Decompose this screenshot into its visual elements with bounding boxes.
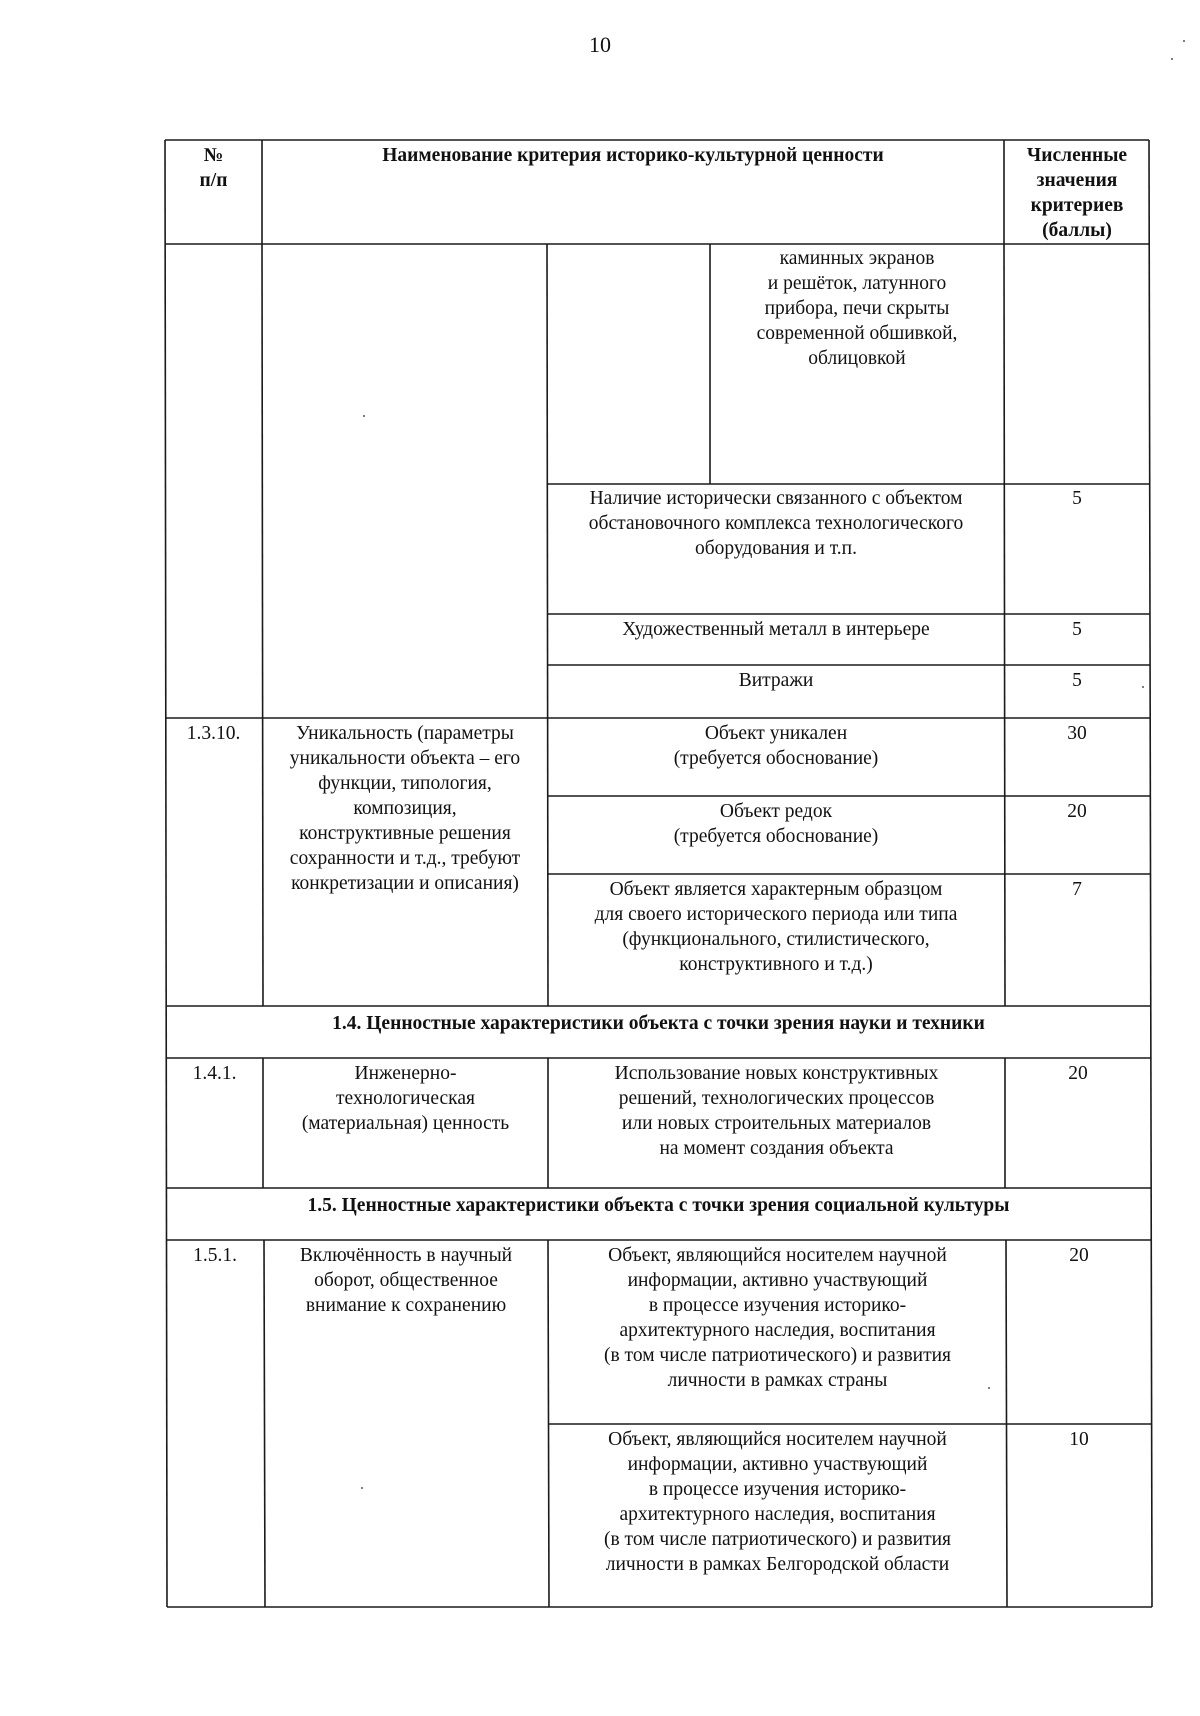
row-1-3-10-option-2-score: 20 (1067, 801, 1087, 822)
row-1-5-1-option-2: Объект, являющийся носителем научной информации, активно участвующий в процессе изучения историко- архитектурного наследия, воспитания (в том числе патриотического) и развития личности в рамках Белгородской области (603, 1429, 952, 1575)
scan-speck (1142, 686, 1144, 688)
cont-row-2-score: 5 (1072, 488, 1082, 509)
page-number: 10 (589, 32, 611, 57)
row-1-3-10-option-3: Объект является характерным образцом для своего исторического периода или типа (функционального, стилистического, конструктивного и т.д.) (594, 879, 958, 975)
row-1-3-10-criterion: Уникальность (параметры уникальности объекта – его функции, типология, композиция, конструктивные решения сохранности и т.д., требуют конкретизации и описания) (289, 723, 521, 894)
row-1-4-1-criterion: Инженерно- технологическая (материальная) ценность (301, 1063, 510, 1134)
header-number: № п/п (199, 145, 228, 191)
table-border-left (165, 140, 167, 1607)
header-score: Численные значения критериев (баллы) (1026, 145, 1128, 241)
row-1-4-1-text: Использование новых конструктивных решений, технологических процессов или новых строительных материалов на момент создания объекта (614, 1063, 939, 1159)
row-1-5-1-criterion: Включённость в научный оборот, общественное внимание к сохранению (299, 1245, 513, 1316)
cont-row-1-subcriterion: каминных экранов и решёток, латунного прибора, печи скрыты современной обшивкой, облицовкой (756, 248, 958, 369)
section-1-4-title: 1.4. Ценностные характеристики объекта с точки зрения науки и техники (332, 1013, 985, 1034)
scan-speck (361, 1487, 363, 1489)
row-1-3-10-option-1-score: 30 (1067, 723, 1087, 744)
row-1-4-1-score: 20 (1068, 1063, 1088, 1084)
scan-speck (988, 1387, 990, 1389)
section-1-5-title: 1.5. Ценностные характеристики объекта с точки зрения социальной культуры (307, 1195, 1010, 1216)
row-1-3-10-number: 1.3.10. (186, 723, 241, 744)
cont-row-4-score: 5 (1072, 670, 1082, 691)
row-1-5-1-option-1-score: 20 (1069, 1245, 1089, 1266)
row-1-3-10-option-2: Объект редок (требуется обоснование) (673, 801, 879, 847)
row-1-3-10-option-3-score: 7 (1072, 879, 1082, 900)
header-criterion-name: Наименование критерия историко-культурной ценности (382, 145, 884, 166)
scan-speck (363, 415, 365, 417)
row-1-5-1-number: 1.5.1. (193, 1245, 237, 1266)
row-1-5-1-option-1: Объект, являющийся носителем научной информации, активно участвующий в процессе изучения историко- архитектурного наследия, воспитания (в том числе патриотического) и развития личности в рамках страны (603, 1245, 952, 1391)
scan-speck (1171, 58, 1173, 60)
row-1-4-1-number: 1.4.1. (192, 1063, 237, 1084)
cont-row-4-subcriterion: Витражи (738, 670, 814, 691)
scan-speck (1183, 40, 1185, 42)
row-1-3-10-option-1: Объект уникален (требуется обоснование) (673, 723, 879, 769)
cont-row-3-subcriterion: Художественный металл в интерьере (622, 619, 930, 640)
row-1-5-1-option-2-score: 10 (1069, 1429, 1089, 1450)
cont-row-2-subcriterion: Наличие исторически связанного с объектом обстановочного комплекса технологического оборудования и т.п. (588, 488, 964, 559)
cont-row-3-score: 5 (1072, 619, 1082, 640)
